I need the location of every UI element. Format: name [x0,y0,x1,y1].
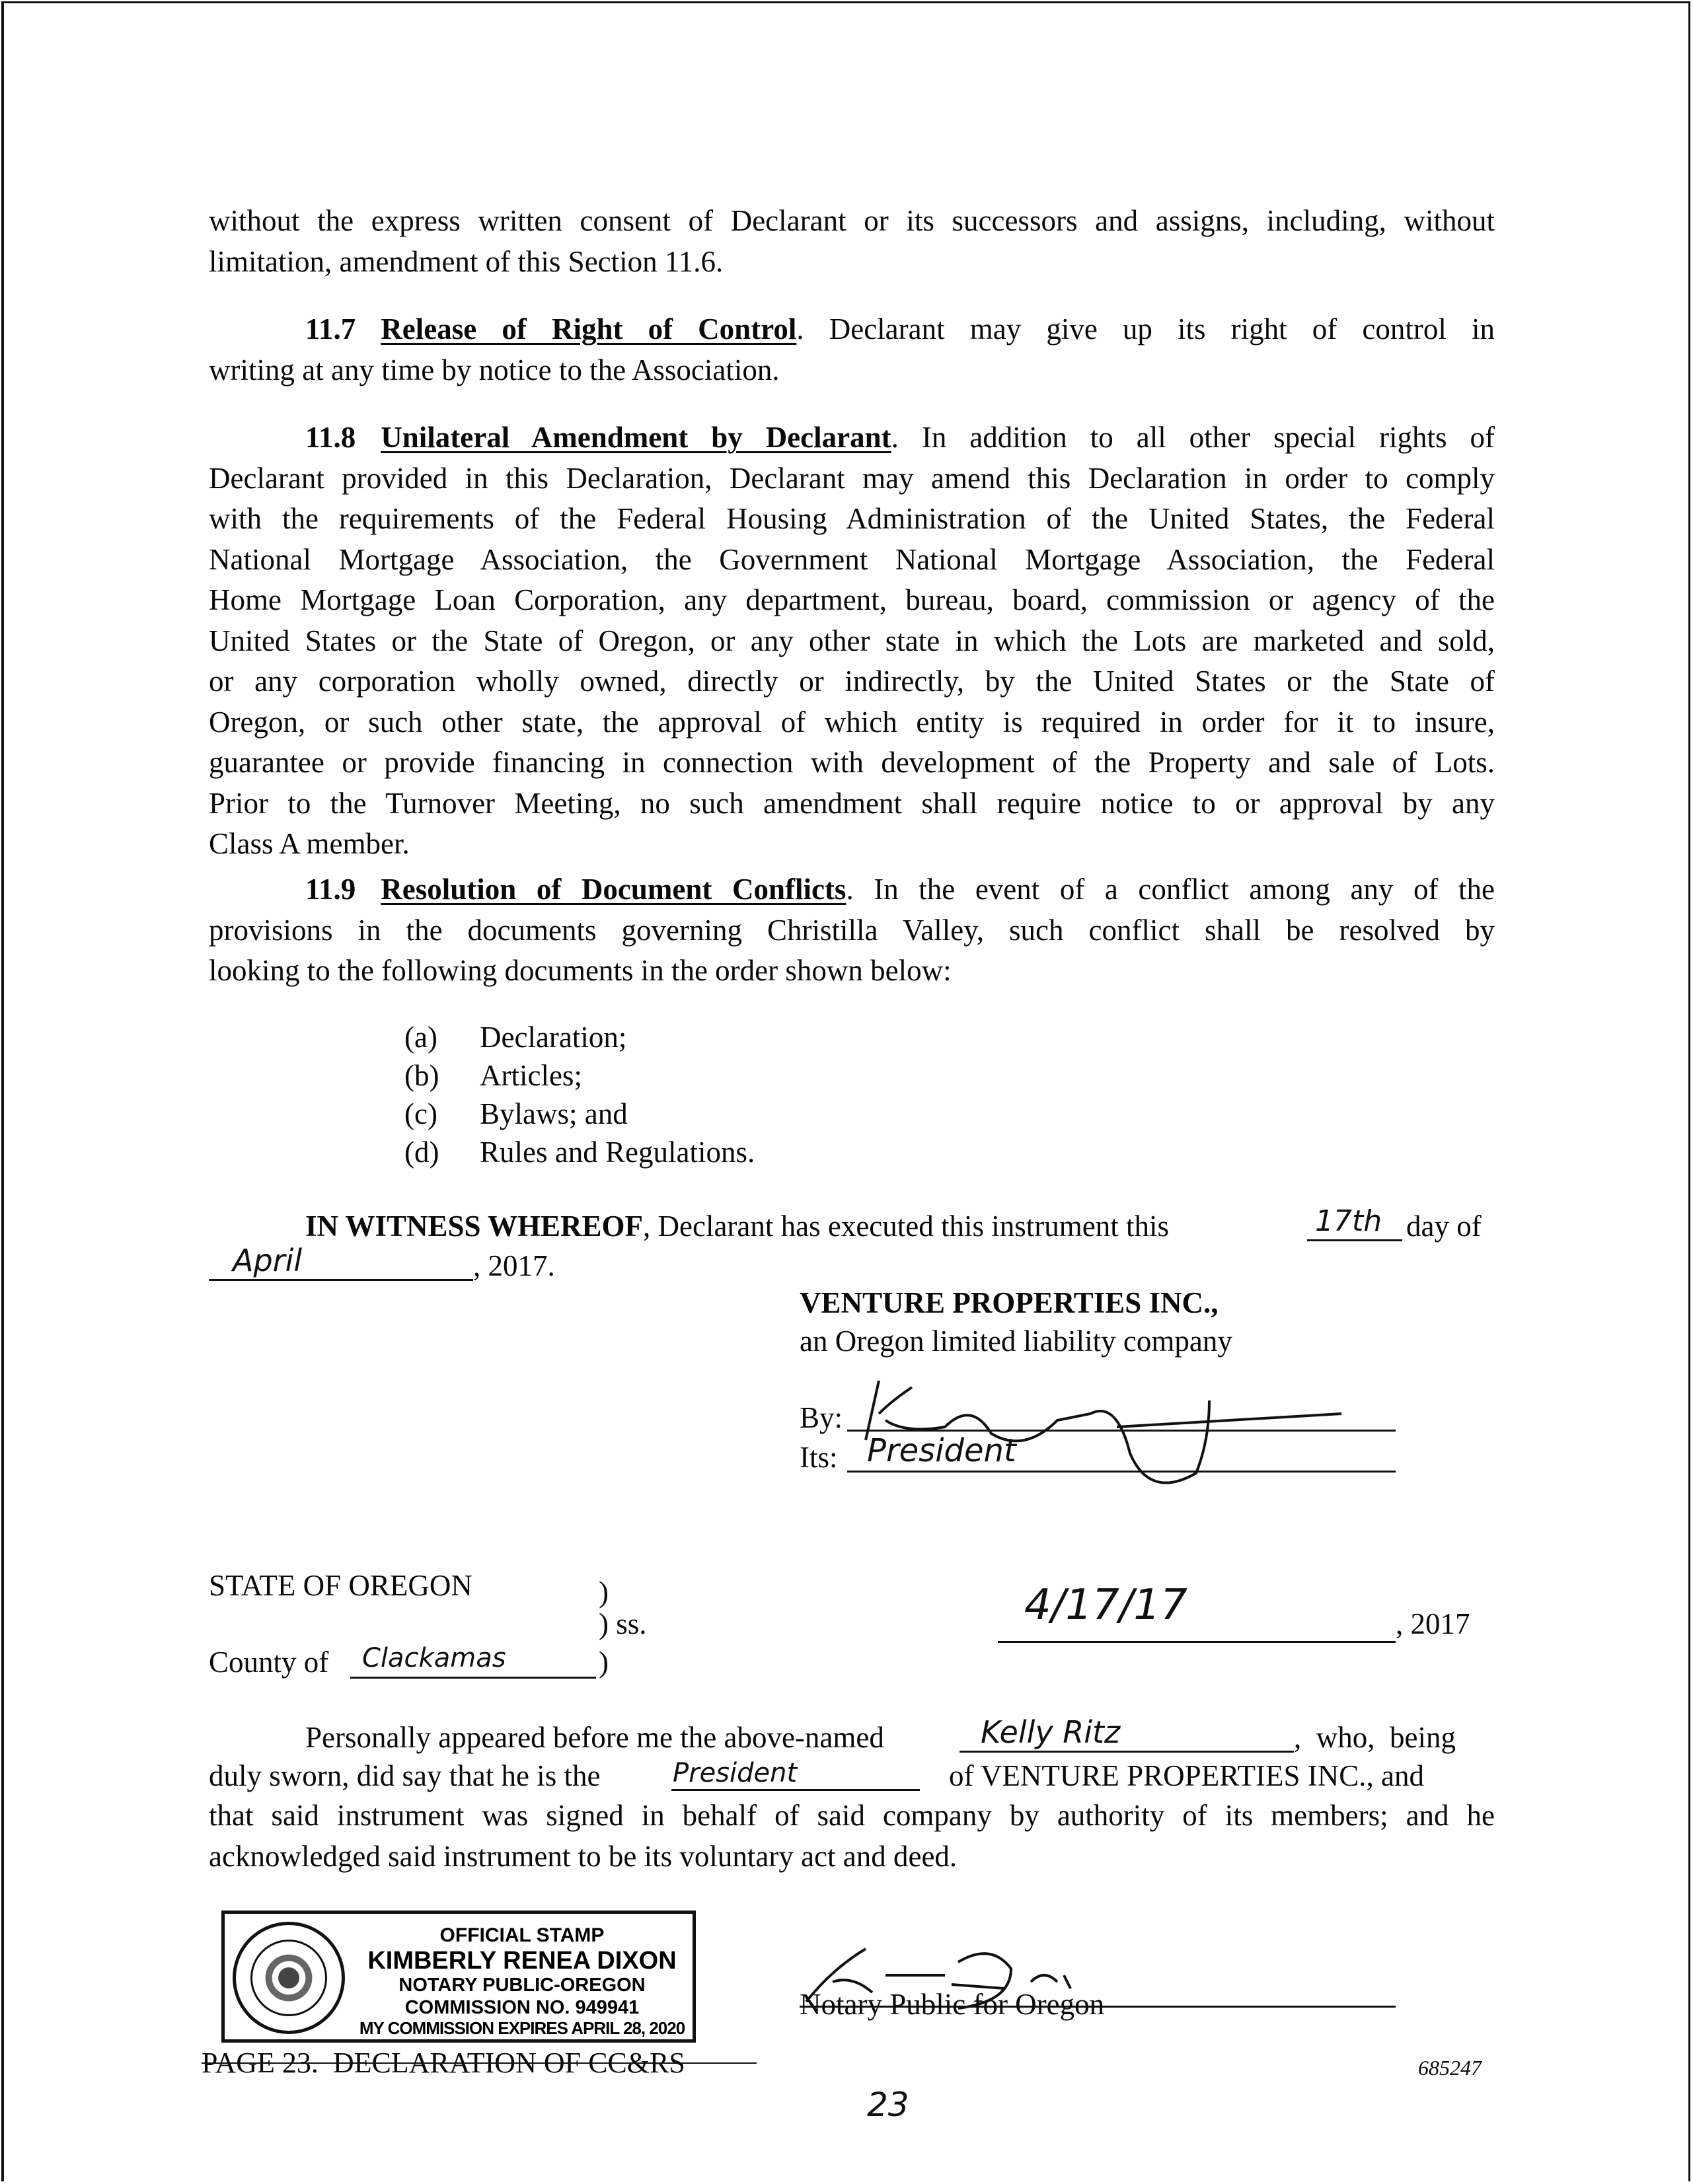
stamp-line-3: NOTARY PUBLIC-OREGON [398,1975,646,1996]
ack-paragraph-rest [209,1796,1495,1877]
ack-line: acknowledged said instrument to be its voluntary act and deed. [209,1839,958,1873]
company-type: an Oregon limited liability company [800,1325,1232,1358]
section-line: guarantee or provide financing in connection with development of the Property and sale of Lots. [209,746,1495,779]
witness-text: , Declarant has executed this instrument this [643,1210,1170,1243]
ack-line-2b: of VENTURE PROPERTIES INC., and [949,1759,1424,1792]
intro-paragraph [209,201,1495,282]
witness-line [305,1206,1169,1247]
notary-date-year: , 2017 [1396,1607,1470,1640]
section-first-line-text: . Declarant may give up its right of control in [796,312,1495,346]
intro-line-1: without the express written consent of Declarant or its successors and assigns, including, without [209,204,1495,237]
section-line: provisions in the documents governing Christilla Valley, such conflict shall be resolved by [209,913,1495,947]
its-rule [847,1471,1396,1473]
witness-lead: IN WITNESS WHEREOF [305,1210,643,1243]
witness-year: , 2017. [473,1249,555,1282]
witness-day-of: day of [1406,1210,1482,1243]
witness-month-rule [209,1279,473,1281]
section-11-7-first-line [209,309,1495,350]
venue-ss: ) ss. [599,1607,647,1640]
list-label-b: (b) [404,1059,439,1092]
section-first-line-text: . In the event of a conflict among any of the [846,873,1495,906]
county-handwritten: Clackamas [362,1643,506,1673]
section-number: 11.8 [305,421,356,454]
list-text-a: Declaration; [480,1021,627,1054]
notary-date-handwritten: 4/17/17 [1024,1581,1187,1630]
ack-line-1a: Personally appeared before me the above-named [305,1721,884,1754]
ack-name-handwritten: Kelly Ritz [981,1714,1121,1750]
section-line: looking to the following documents in the order shown below: [209,954,952,987]
section-number: 11.7 [305,312,356,346]
list-label-d: (d) [404,1136,439,1169]
ack-title-rule [671,1789,920,1791]
section-heading: Resolution of Document Conflicts [381,873,846,906]
footer-strike [202,2062,757,2064]
notary-date-rule [998,1641,1396,1643]
ack-line-2a: duly sworn, did say that he is the [209,1759,601,1792]
footer-page-handwritten: 23 [867,2086,909,2124]
list-text-c: Bylaws; and [480,1097,628,1130]
section-line: Home Mortgage Loan Corporation, any department, bureau, board, commission or agency of the [209,583,1495,616]
county-rule [350,1677,596,1679]
section-number: 11.9 [305,873,356,906]
its-label: Its: [800,1441,838,1474]
section-11-8 [209,418,1495,865]
section-line: Declarant provided in this Declaration, Declarant may amend this Declaration in order to comply [209,461,1495,495]
ack-name-rule [959,1751,1294,1753]
stamp-line-1: OFFICIAL STAMP [439,1924,605,1946]
footer-page-label: PAGE 23. DECLARATION OF CC&RS [202,2047,685,2079]
intro-line-2: limitation, amendment of this Section 11.6. [209,244,724,278]
stamp-line-2: KIMBERLY RENEA DIXON [367,1947,677,1975]
its-handwritten: President [867,1432,1016,1469]
section-line: with the requirements of the Federal Housing Administration of the United States, the Federal [209,502,1495,535]
list-text-b: Articles; [480,1059,582,1092]
section-11-7 [209,309,1495,390]
stamp-line-4: COMMISSION NO. 949941 [404,1997,640,2018]
section-heading: Release of Right of Control [381,312,797,346]
witness-day-handwritten: 17th [1315,1204,1382,1238]
county-label: County of [209,1646,329,1679]
company-name: VENTURE PROPERTIES INC., [800,1286,1219,1319]
section-11-9 [209,869,1495,992]
list-label-c: (c) [404,1097,437,1130]
section-line: or any corporation wholly owned, directly or indirectly, by the United States or the State of [209,665,1495,698]
official-stamp [221,1911,696,2043]
section-line: Prior to the Turnover Meeting, no such amendment shall require notice to or approval by any [209,786,1495,820]
witness-month-handwritten: April [233,1243,303,1278]
ack-title-handwritten: President [673,1758,798,1788]
notary-public-label: Notary Public for Oregon [800,1988,1105,2021]
venue-paren-3: ) [599,1646,609,1679]
state-seal-icon [233,1922,345,2034]
section-first-line-text: . In addition to all other special rights of [891,421,1495,454]
witness-day-rule [1307,1239,1402,1241]
state-of-oregon: STATE OF OREGON [209,1569,472,1602]
section-line: Class A member. [209,827,410,860]
stamp-line-5: MY COMMISSION EXPIRES APRIL 28, 2020 [359,2018,685,2038]
venue-paren-1: ) [599,1576,609,1609]
ack-line-1b: , who, being [1294,1721,1456,1754]
section-line: Oregon, or such other state, the approval of which entity is required in order for it to insure, [209,705,1495,739]
by-label: By: [800,1401,843,1434]
section-11-8-first-line [209,418,1495,458]
section-11-9-first-line [209,869,1495,910]
footer-doc-number: 685247 [1418,2056,1482,2080]
section-line: United States or the State of Oregon, or any other state in which the Lots are marketed and sold, [209,624,1495,657]
list-label-a: (a) [404,1021,437,1054]
section-line: National Mortgage Association, the Government National Mortgage Association, the Federal [209,542,1495,576]
ack-line: that said instrument was signed in behalf of said company by authority of its members; and he [209,1799,1495,1832]
section-heading: Unilateral Amendment by Declarant [381,421,891,454]
section-line: writing at any time by notice to the Association. [209,353,780,386]
list-text-d: Rules and Regulations. [480,1136,755,1169]
